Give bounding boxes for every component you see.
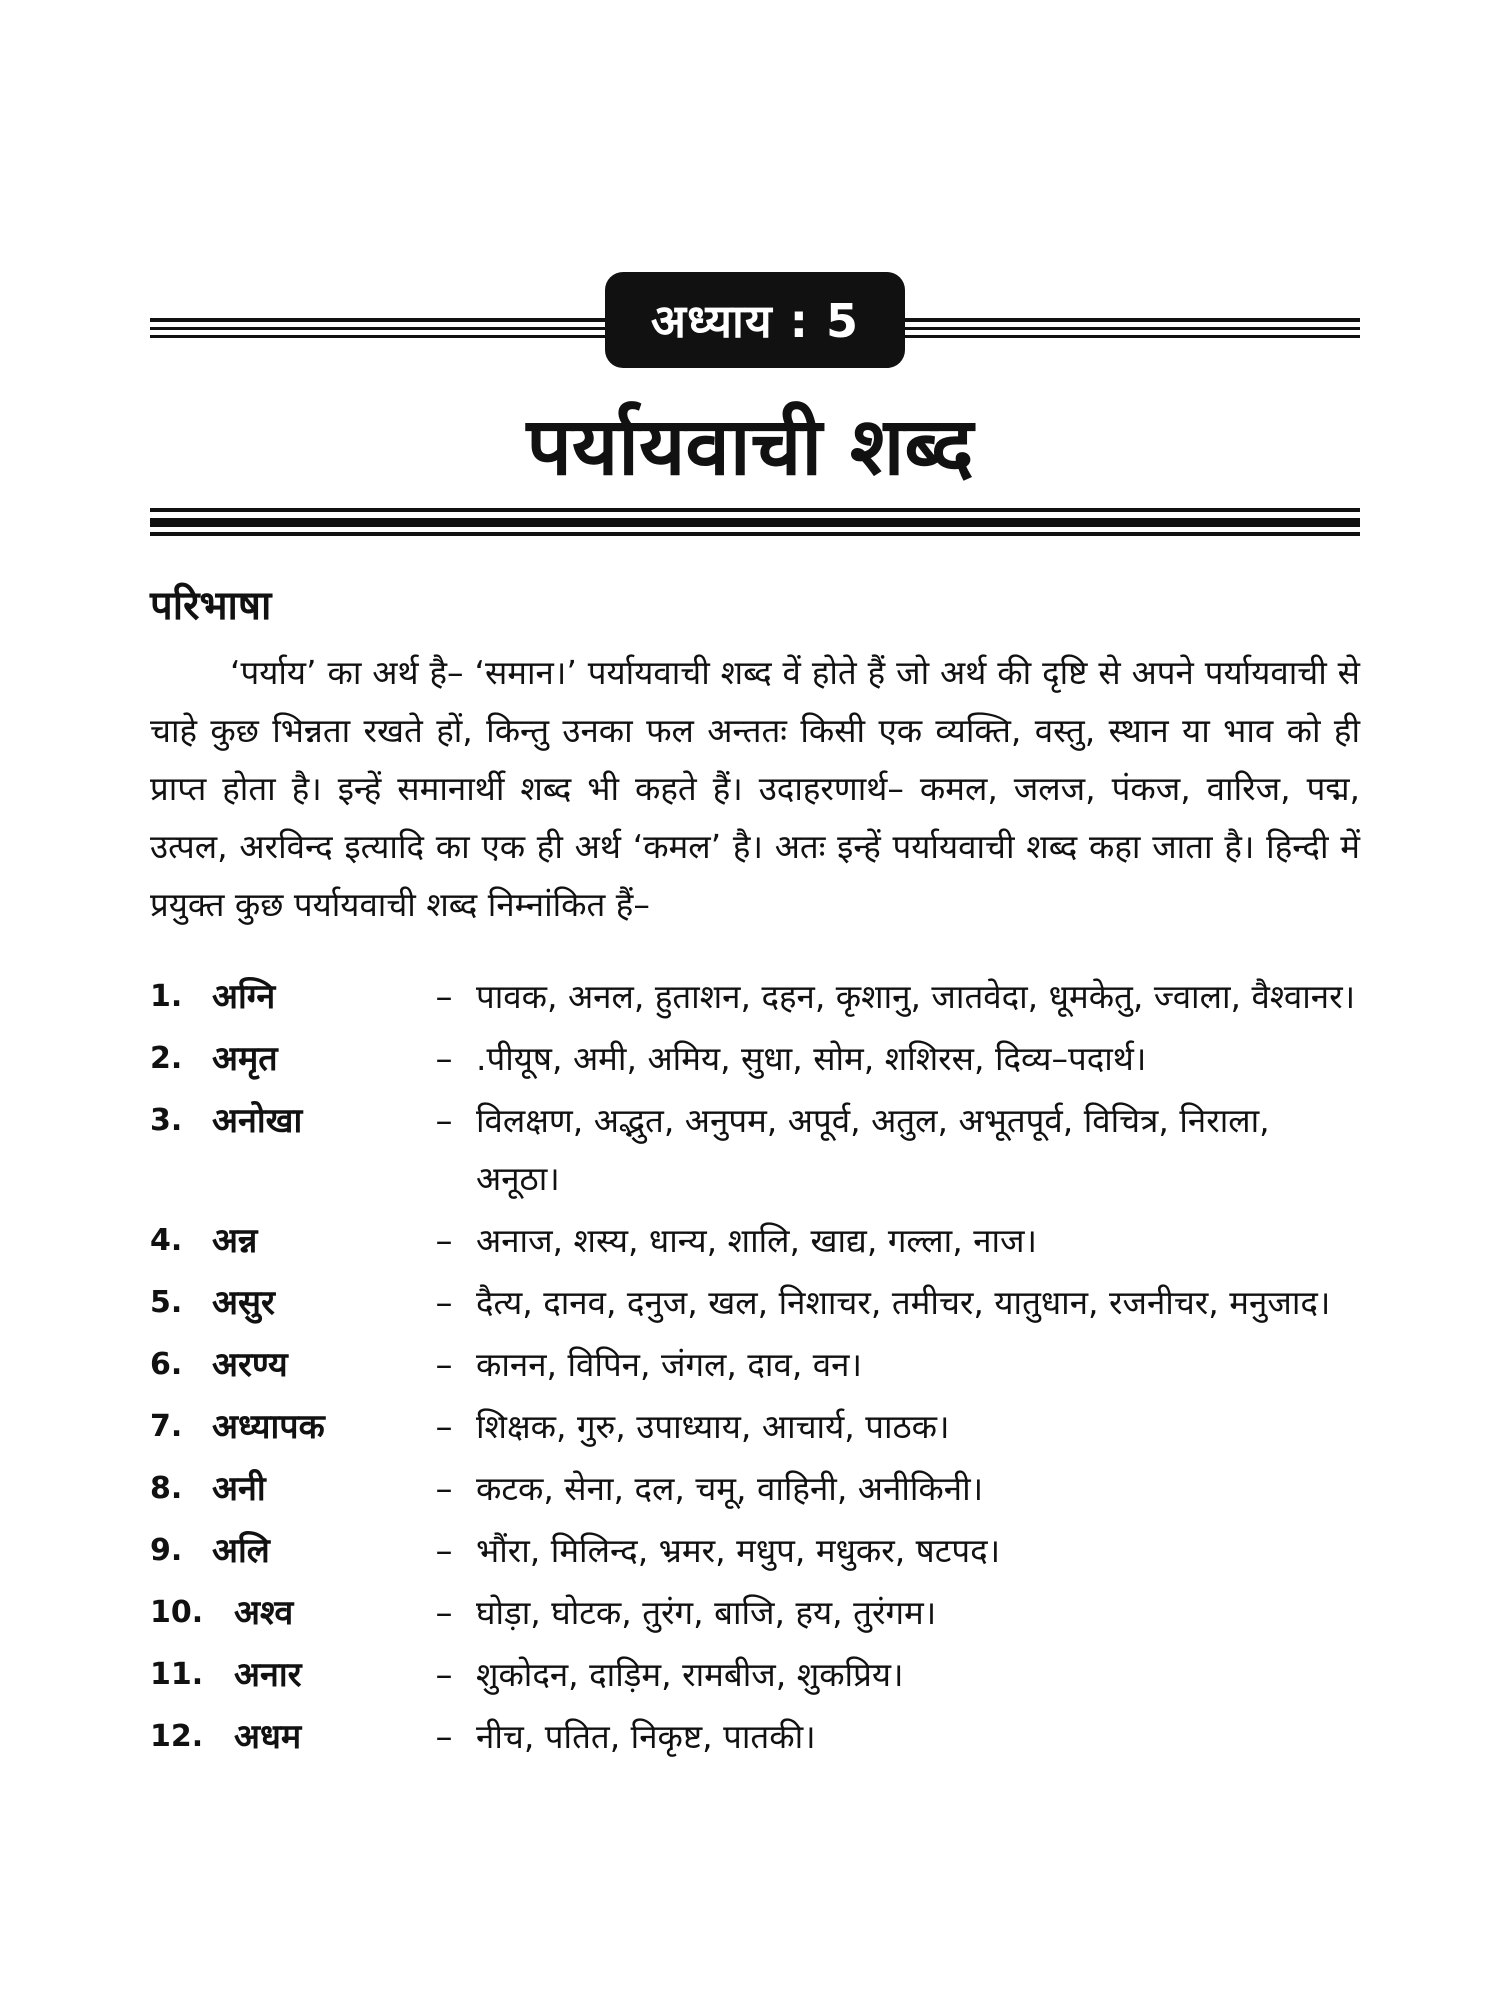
synonyms: दैत्य, दानव, दनुज, खल, निशाचर, तमीचर, यातुधान, रजनीचर, मनुजाद। [476, 1283, 1331, 1322]
separator-dash: – [435, 1101, 453, 1141]
separator-dash: – [435, 1221, 453, 1261]
synonyms: भौंरा, मिलिन्द, भ्रमर, मधुप, मधुकर, षटपद। [476, 1531, 1001, 1570]
list-item [150, 1092, 1360, 1208]
definition-paragraph: ‘पर्याय’ का अर्थ है– ‘समान।’ पर्यायवाची शब्द वें होते हैं जो अर्थ की दृष्टि से अपने पर्यायवाची से चाहे कुछ भिन्नता रखते हों, किन्तु उनका फल अन्ततः किसी एक व्यक्ति, वस्तु, स्थान या भाव को ही प्राप्त होता है। इन्हें समानार्थी शब्द भी कहते हैं। उदाहरणार्थ– कमल, जलज, पंकज, वारिज, पद्म, उत्पल, अरविन्द इत्यादि का एक ही अर्थ ‘कमल’ है। अतः इन्हें पर्यायवाची शब्द कहा जाता है। हिन्दी में प्रयुक्त कुछ पर्यायवाची शब्द निम्नांकित हैं– [150, 653, 1360, 924]
item-number: 1. [150, 979, 183, 1014]
item-number: 6. [150, 1347, 183, 1382]
list-item [150, 1584, 1360, 1642]
separator-dash: – [435, 1531, 453, 1571]
headword: अधम [234, 1717, 302, 1757]
list-item [150, 1336, 1360, 1394]
separator-dash: – [435, 1655, 453, 1695]
list-item [150, 1212, 1360, 1270]
item-number: 9. [150, 1533, 183, 1568]
synonyms: पावक, अनल, हुताशन, दहन, कृशानु, जातवेदा, धूमकेतु, ज्वाला, वैश्वानर। [476, 977, 1356, 1016]
section-heading: परिभाषा [150, 583, 272, 629]
item-number: 7. [150, 1409, 183, 1444]
headword: अनी [212, 1469, 266, 1509]
item-number: 3. [150, 1103, 183, 1138]
separator-dash: – [435, 1283, 453, 1323]
list-item [150, 1646, 1360, 1704]
headword: अनोखा [212, 1101, 303, 1141]
synonyms: शुकोदन, दाड़िम, रामबीज, शुकप्रिय। [476, 1655, 904, 1694]
headword: अमृत [212, 1039, 278, 1079]
item-number: 12. [150, 1719, 204, 1754]
synonyms: शिक्षक, गुरु, उपाध्याय, आचार्य, पाठक। [476, 1407, 950, 1446]
headword: अलि [212, 1531, 270, 1571]
list-item [150, 1030, 1360, 1088]
synonyms: कानन, विपिन, जंगल, दाव, वन। [476, 1345, 862, 1384]
synonyms: कटक, सेना, दल, चमू, वाहिनी, अनीकिनी। [476, 1469, 984, 1508]
separator-dash: – [435, 1469, 453, 1509]
item-number: 11. [150, 1657, 204, 1692]
synonyms: विलक्षण, अद्भुत, अनुपम, अपूर्व, अतुल, अभूतपूर्व, विचित्र, निराला, अनूठा। [476, 1101, 1270, 1198]
headword: अन्न [212, 1221, 258, 1261]
page-title: पर्यायवाची शब्द [526, 400, 974, 493]
chapter-badge: अध्याय : 5 [605, 272, 905, 368]
headword: अरण्य [212, 1345, 288, 1385]
item-number: 8. [150, 1471, 183, 1506]
separator-dash: – [435, 1407, 453, 1447]
list-item [150, 1398, 1360, 1456]
headword: अग्नि [212, 977, 276, 1017]
separator-dash: – [435, 977, 453, 1017]
synonyms: अनाज, शस्य, धान्य, शालि, खाद्य, गल्ला, नाज। [476, 1221, 1038, 1260]
item-number: 2. [150, 1041, 183, 1076]
list-item [150, 1522, 1360, 1580]
list-item [150, 1460, 1360, 1518]
item-number: 10. [150, 1595, 204, 1630]
separator-dash: – [435, 1593, 453, 1633]
headword: अनार [234, 1655, 302, 1695]
separator-dash: – [435, 1039, 453, 1079]
separator-dash: – [435, 1717, 453, 1757]
synonyms: घोड़ा, घोटक, तुरंग, बाजि, हय, तुरंगम। [476, 1593, 937, 1632]
item-number: 5. [150, 1285, 183, 1320]
synonyms: .पीयूष, अमी, अमिय, सुधा, सोम, शशिरस, दिव्य–पदार्थ। [476, 1039, 1147, 1078]
headword: अध्यापक [212, 1407, 325, 1447]
headword: असुर [212, 1283, 275, 1323]
list-item [150, 1274, 1360, 1332]
item-number: 4. [150, 1223, 183, 1258]
list-item [150, 968, 1360, 1026]
synonym-list [150, 968, 1360, 1770]
synonyms: नीच, पतित, निकृष्ट, पातकी। [476, 1717, 816, 1756]
separator-dash: – [435, 1345, 453, 1385]
list-item [150, 1708, 1360, 1766]
headword: अश्व [234, 1593, 294, 1633]
